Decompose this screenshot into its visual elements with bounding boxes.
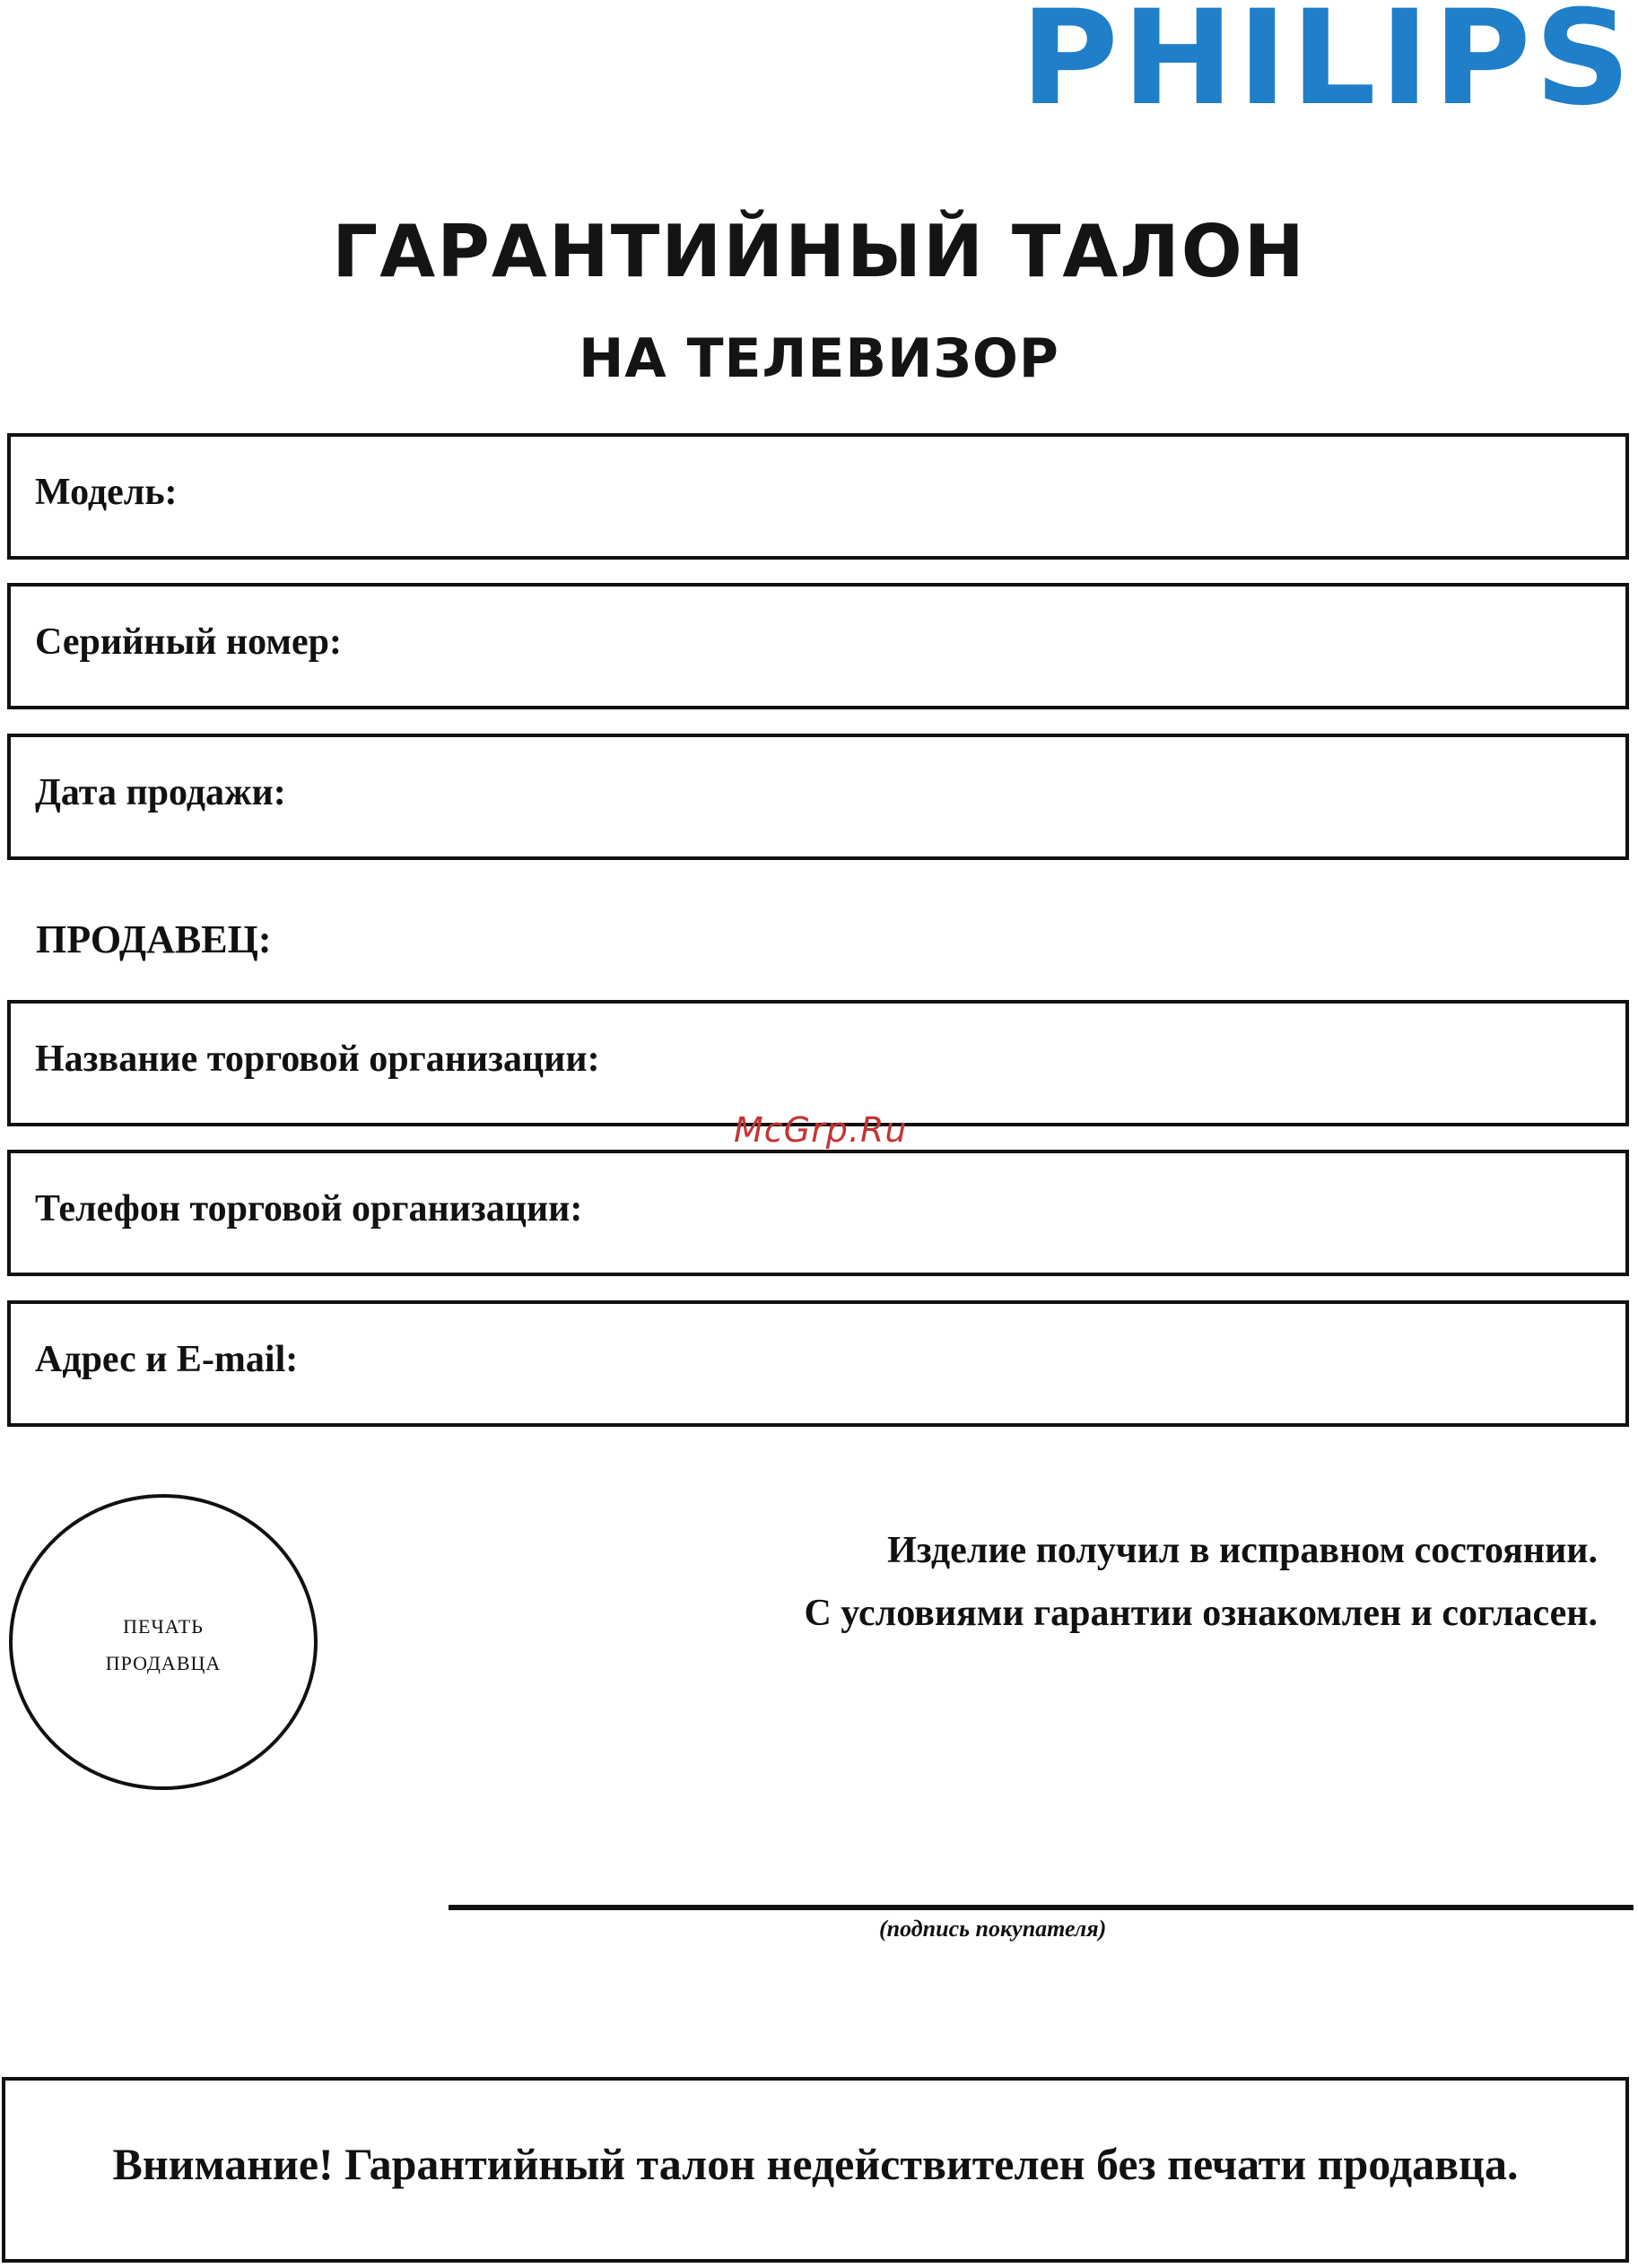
page-subtitle: НА ТЕЛЕВИЗОР xyxy=(579,327,1059,390)
store-phone-field[interactable] xyxy=(7,1150,1629,1276)
stamp-label-line1: ПЕЧАТЬ xyxy=(123,1615,204,1638)
serial-number-field[interactable] xyxy=(7,583,1629,709)
sale-date-field[interactable] xyxy=(7,734,1629,860)
model-label: Модель: xyxy=(35,472,178,513)
page-title: ГАРАНТИЙНЫЙ ТАЛОН xyxy=(332,210,1306,293)
model-field[interactable] xyxy=(7,433,1629,560)
watermark: McGrp.Ru xyxy=(734,1110,908,1150)
sale-date-label: Дата продажи: xyxy=(35,772,286,813)
store-name-field[interactable] xyxy=(7,1000,1629,1126)
store-phone-label: Телефон торговой организации: xyxy=(35,1188,583,1230)
serial-number-label: Серийный номер: xyxy=(35,621,342,663)
address-email-label: Адрес и E-mail: xyxy=(35,1339,299,1380)
signature-caption: (подпись покупателя) xyxy=(879,1916,1107,1942)
warning-text: Внимание! Гарантийный талон недействителен без печати продавца. xyxy=(112,2139,1519,2189)
brand-logo: PHILIPS xyxy=(1020,0,1634,135)
address-email-field[interactable] xyxy=(7,1300,1629,1427)
store-name-label: Название торговой организации: xyxy=(35,1038,600,1080)
signature-line[interactable] xyxy=(449,1905,1634,1910)
seller-heading: ПРОДАВЕЦ: xyxy=(36,917,272,961)
stamp-label-line2: ПРОДАВЦА xyxy=(105,1652,222,1674)
acknowledgement-line2: С условиями гарантии ознакомлен и согласен. xyxy=(804,1593,1598,1634)
warning-box xyxy=(2,2077,1629,2263)
seller-stamp-circle xyxy=(9,1494,318,1790)
acknowledgement-line1: Изделие получил в исправном состоянии. xyxy=(887,1530,1598,1571)
